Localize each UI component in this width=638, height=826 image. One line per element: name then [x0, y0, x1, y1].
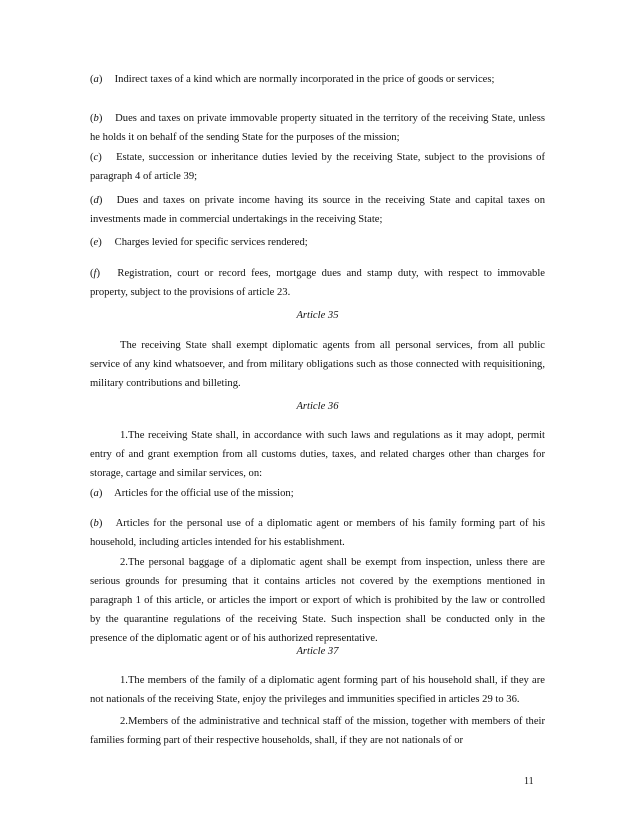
article-36-item-b-label: b: [93, 518, 99, 529]
article-36-heading: Article 36: [296, 401, 339, 412]
item-d-label: d: [93, 195, 99, 206]
article-37-paragraph-2: 2.Members of the administrative and technical staff of the mission, together with members of their families forming part of their respective households, shall, if they are not nationals of or: [90, 716, 545, 746]
article-36-item-a-text: Articles for the official use of the mission;: [114, 488, 294, 499]
item-a-label: a: [93, 74, 99, 85]
item-c: (c) Estate, succession or inheritance duties levied by the receiving State, subject to the provisions of paragraph 4 of article 39;: [90, 152, 545, 182]
item-b: (b) Dues and taxes on private immovable property situated in the territory of the receiving State, unless he holds it on behalf of the sending State for the purposes of the mission;: [90, 113, 546, 143]
item-e-text: Charges levied for specific services rendered;: [114, 237, 308, 248]
article-36-item-b: (b) Articles for the personal use of a diplomatic agent or members of his family forming part of his household, including articles intended for his establishment.: [90, 518, 545, 548]
article-36-item-b-text: Articles for the personal use of a diplomatic agent or members of his family forming part of his household, including articles intended for his establishment.: [90, 518, 545, 548]
item-e-label: e: [93, 237, 99, 248]
item-f-text: Registration, court or record fees, mortgage dues and stamp duty, with respect to immovable property, subject to the provisions of article 23.: [90, 268, 545, 298]
article-35-heading: Article 35: [296, 310, 339, 321]
page-number: 11: [524, 776, 534, 787]
article-36-item-a-label: a: [93, 488, 99, 499]
article-36-paragraph-2: 2.The personal baggage of a diplomatic agent shall be exempt from inspection, unless there are serious grounds for presuming that it contains articles not covered by the exemptions mentioned in paragraph 1 of this article, or articles the import or export of which is prohibited by the law or controlled by the quarantine regulations of the receiving State. Such inspection shall be conducted only in the presence of the diplomatic agent or of his authorized representative.: [90, 557, 545, 644]
article-37-heading: Article 37: [296, 646, 339, 657]
article-36-item-a: (a) Articles for the official use of the mission;: [90, 488, 294, 499]
item-d: (d) Dues and taxes on private income having its source in the receiving State and capital taxes on investments made in commercial undertakings in the receiving State;: [90, 195, 545, 225]
article-37-paragraph-1: 1.The members of the family of a diplomatic agent forming part of his household shall, if they are not nationals of the receiving State, enjoy the privileges and immunities specified in articles 29 to 36.: [90, 675, 545, 705]
item-b-label: b: [93, 113, 99, 124]
item-c-label: c: [93, 152, 99, 163]
item-a-text: Indirect taxes of a kind which are normally incorporated in the price of goods or services;: [114, 74, 495, 85]
item-b-text: Dues and taxes on private immovable property situated in the territory of the receiving State, unless he holds it on behalf of the sending State for the purposes of the mission;: [90, 113, 546, 143]
item-e: (e) Charges levied for specific services rendered;: [90, 237, 308, 248]
article-36-paragraph-1: 1.The receiving State shall, in accordance with such laws and regulations as it may adopt, permit entry of and grant exemption from all customs duties, taxes, and related charges other than charges for storage, cartage and similar services, on:: [90, 430, 545, 479]
item-c-text: Estate, succession or inheritance duties levied by the receiving State, subject to the provisions of paragraph 4 of article 39;: [90, 152, 545, 182]
item-f: (f) Registration, court or record fees, mortgage dues and stamp duty, with respect to immovable property, subject to the provisions of article 23.: [90, 268, 545, 298]
item-a: (a) Indirect taxes of a kind which are normally incorporated in the price of goods or services;: [90, 74, 495, 85]
item-d-text: Dues and taxes on private income having its source in the receiving State and capital taxes on investments made in commercial undertakings in the receiving State;: [90, 195, 545, 225]
article-35-text: The receiving State shall exempt diplomatic agents from all personal services, from all public service of any kind whatsoever, and from military obligations such as those connected with requisitioning, military contributions and billeting.: [90, 340, 545, 389]
item-f-label: f: [93, 268, 97, 279]
